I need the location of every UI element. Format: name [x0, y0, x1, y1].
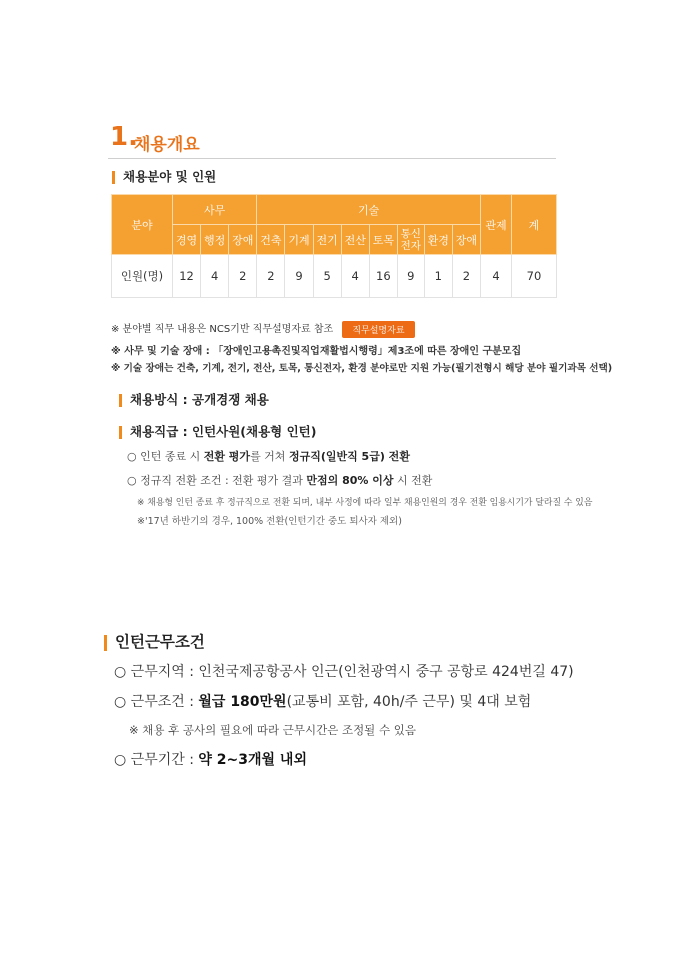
text: (교통비 포함, 40h/주 근무) 및 4대 보험	[286, 694, 532, 710]
row-label: 인원(명)	[112, 255, 173, 298]
text: 를 거쳐	[250, 450, 289, 463]
intern-place: ○ 근무지역 : 인천국제공항공사 인근(인천광역시 중구 공항로 424번길 47)	[114, 664, 574, 680]
cell: 5	[313, 255, 341, 298]
th-sub: 토목	[369, 225, 397, 255]
th-tech: 기술	[257, 195, 481, 225]
cell: 4	[201, 255, 229, 298]
cell: 2	[229, 255, 257, 298]
th-sub: 장애	[229, 225, 257, 255]
section-title	[108, 122, 556, 159]
cell: 2	[452, 255, 480, 298]
th-sub: 전산	[341, 225, 369, 255]
text: 시 전환	[393, 474, 433, 487]
note-disabled: ※ 사무 및 기술 장애 : 「장애인고용촉진및직업재활법시행령」제3조에 따른 장애인 구분모집	[111, 346, 522, 357]
text: ○ 인턴 종료 시	[127, 450, 204, 463]
th-control: 관제	[481, 195, 512, 255]
method-heading	[119, 390, 269, 408]
cell: 4	[341, 255, 369, 298]
method-heading-text: 채용방식 : 공개경쟁 채용	[130, 392, 269, 407]
intern-heading	[104, 630, 205, 652]
text-bold: 전환 평가	[203, 450, 251, 463]
intern-condition	[114, 691, 531, 711]
note-ncs	[111, 320, 415, 338]
heading-marker	[119, 426, 122, 439]
th-sub: 전기	[313, 225, 341, 255]
section-number: 1.	[110, 122, 138, 152]
heading-marker	[119, 394, 122, 407]
text-bold: 정규직(일반직 5급) 전환	[288, 450, 410, 463]
cell: 70	[512, 255, 557, 298]
cell: 2	[257, 255, 285, 298]
text: ○ 정규직 전환 조건 : 전환 평가 결과	[127, 474, 307, 487]
th-sub: 환경	[424, 225, 452, 255]
heading-marker	[104, 635, 107, 651]
th-sub: 경영	[173, 225, 201, 255]
th-office: 사무	[173, 195, 257, 225]
rank-heading-text: 채용직급 : 인턴사원(채용형 인턴)	[130, 424, 317, 439]
intern-period	[114, 749, 307, 769]
rank-note-2: ※'17년 하반기의 경우, 100% 전환(인턴기간 중도 퇴사자 제외)	[137, 516, 402, 527]
th-field: 분야	[112, 195, 173, 255]
text-bold: 약 2~3개월 내외	[198, 752, 307, 768]
cell: 16	[369, 255, 397, 298]
th-sub: 기계	[285, 225, 313, 255]
recruitment-table	[111, 194, 557, 298]
note-ncs-text: ※ 분야별 직무 내용은 NCS기반 직무설명자료 참조	[111, 324, 334, 335]
section-title-text: 채용개요	[134, 135, 200, 155]
rank-heading	[119, 422, 316, 440]
cell: 9	[285, 255, 313, 298]
rank-bullet-1	[127, 448, 410, 464]
heading-marker	[112, 171, 115, 184]
text: ○ 근무기간 :	[114, 752, 199, 768]
text: ○ 근무조건 :	[114, 694, 199, 710]
field-heading-text: 채용분야 및 인원	[123, 169, 217, 184]
th-sub: 건축	[257, 225, 285, 255]
th-sub: 행정	[201, 225, 229, 255]
th-sub: 장애	[452, 225, 480, 255]
intern-condition-note: ※ 채용 후 공사의 필요에 따라 근무시간은 조정될 수 있음	[129, 723, 416, 737]
text-bold: 월급 180만원	[198, 694, 287, 710]
cell: 9	[397, 255, 424, 298]
cell: 1	[424, 255, 452, 298]
job-description-button[interactable]: 직무설명자료	[342, 321, 414, 338]
rank-note-1: ※ 채용형 인턴 종료 후 정규직으로 전환 되며, 내부 사정에 따라 일부 채용인원의 경우 전환 임용시기가 달라질 수 있음	[137, 498, 593, 508]
th-total: 계	[512, 195, 557, 255]
th-sub: 통신 전자	[397, 225, 424, 255]
field-heading	[112, 167, 216, 185]
rank-bullet-2	[127, 472, 432, 488]
text-bold: 만점의 80% 이상	[306, 474, 394, 487]
cell: 4	[481, 255, 512, 298]
cell: 12	[173, 255, 201, 298]
intern-heading-text: 인턴근무조건	[115, 633, 205, 651]
note-tech-disabled: ※ 기술 장애는 건축, 기계, 전기, 전산, 토목, 통신전자, 환경 분야로만 지원 가능(필기전형시 해당 분야 필기과목 선택)	[111, 363, 613, 374]
